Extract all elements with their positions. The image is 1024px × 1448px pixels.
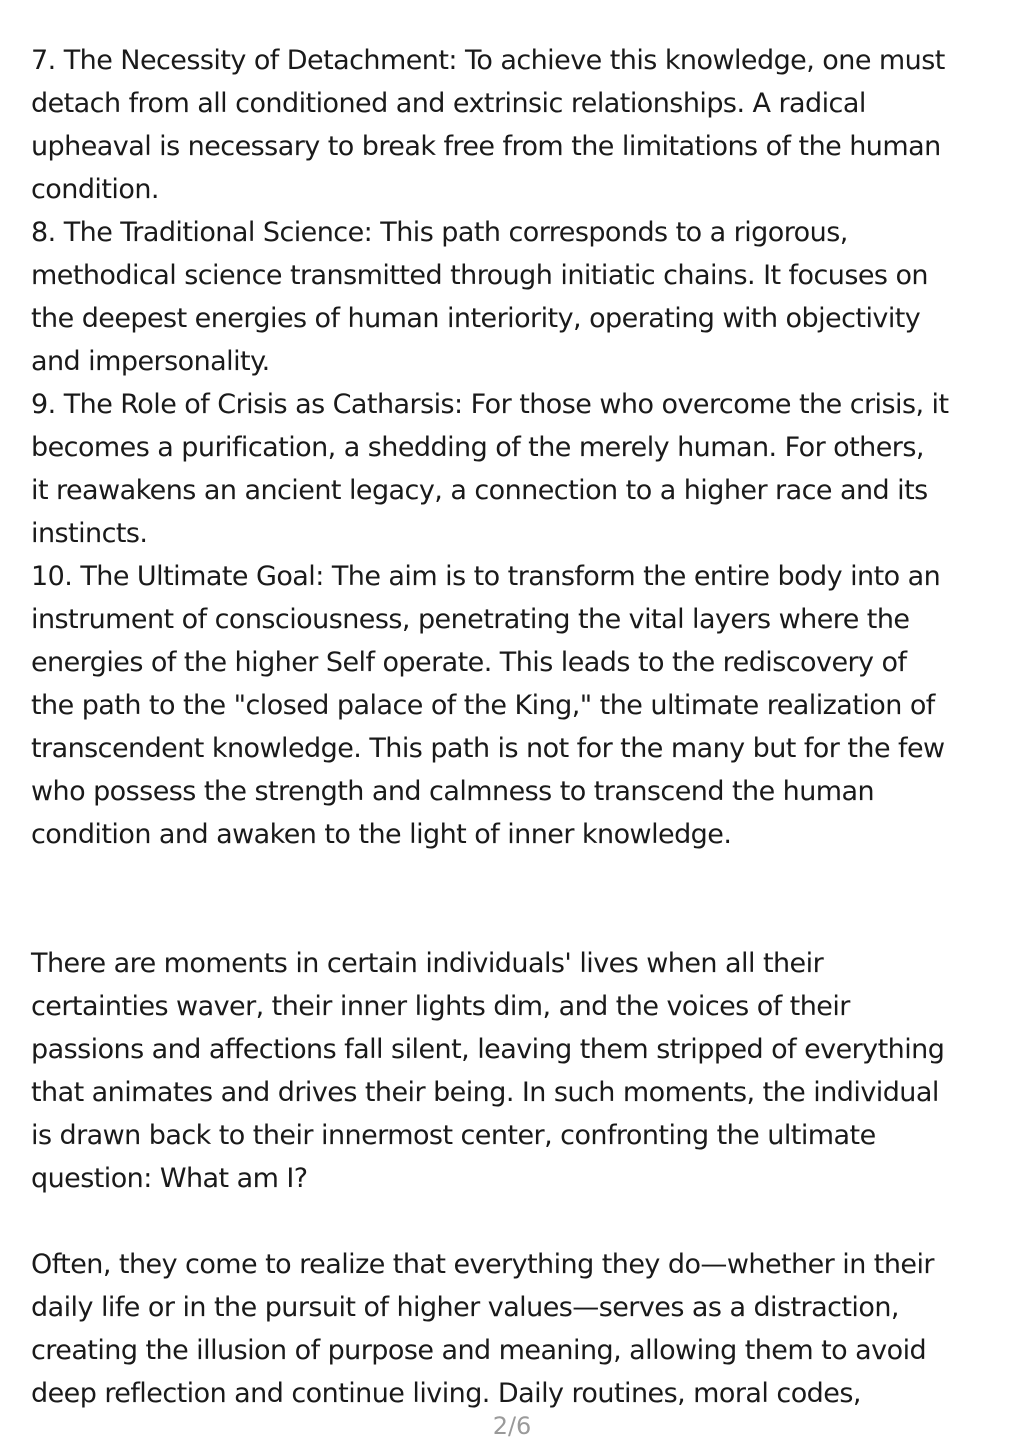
text-line: condition. — [31, 174, 159, 205]
text-line: instincts. — [31, 518, 148, 549]
text-line: deep reflection and continue living. Daily routines, moral codes, — [31, 1378, 861, 1409]
paragraph — [31, 1243, 997, 1415]
text-line: 9. The Role of Crisis as Catharsis: For those who overcome the crisis, it — [31, 389, 949, 420]
text-line: upheaval is necessary to break free from the limitations of the human — [31, 131, 941, 162]
list-item-10 — [31, 555, 997, 856]
text-line: Often, they come to realize that everything they do—whether in their — [31, 1249, 934, 1280]
text-line: condition and awaken to the light of inner knowledge. — [31, 819, 732, 850]
list-item-7 — [31, 39, 997, 211]
text-line: transcendent knowledge. This path is not for the many but for the few — [31, 733, 945, 764]
text-line: methodical science transmitted through initiatic chains. It focuses on — [31, 260, 928, 291]
document-page — [31, 39, 997, 1415]
text-line: becomes a purification, a shedding of the merely human. For others, — [31, 432, 924, 463]
text-line: daily life or in the pursuit of higher values—serves as a distraction, — [31, 1292, 899, 1323]
text-line: certainties waver, their inner lights dim, and the voices of their — [31, 991, 850, 1022]
list-item-8 — [31, 211, 997, 383]
section-spacer — [31, 856, 997, 942]
text-line: creating the illusion of purpose and meaning, allowing them to avoid — [31, 1335, 927, 1366]
text-line: the deepest energies of human interiority, operating with objectivity — [31, 303, 921, 334]
text-line: detach from all conditioned and extrinsic relationships. A radical — [31, 88, 866, 119]
text-line: 8. The Traditional Science: This path corresponds to a rigorous, — [31, 217, 848, 248]
page-indicator: 2/6 — [492, 1412, 532, 1440]
text-line: instrument of consciousness, penetrating the vital layers where the — [31, 604, 910, 635]
text-line: it reawakens an ancient legacy, a connection to a higher race and its — [31, 475, 928, 506]
paragraph — [31, 942, 997, 1200]
text-line: and impersonality. — [31, 346, 270, 377]
text-line: 7. The Necessity of Detachment: To achieve this knowledge, one must — [31, 45, 945, 76]
list-item-9 — [31, 383, 997, 555]
text-line: There are moments in certain individuals' lives when all their — [31, 948, 824, 979]
text-line: energies of the higher Self operate. This leads to the rediscovery of — [31, 647, 907, 678]
text-line: passions and affections fall silent, leaving them stripped of everything — [31, 1034, 945, 1065]
text-line: question: What am I? — [31, 1163, 308, 1194]
text-line: is drawn back to their innermost center, confronting the ultimate — [31, 1120, 876, 1151]
text-line: 10. The Ultimate Goal: The aim is to transform the entire body into an — [31, 561, 941, 592]
paragraph-spacer — [31, 1200, 997, 1243]
text-line: the path to the "closed palace of the King," the ultimate realization of — [31, 690, 935, 721]
text-line: that animates and drives their being. In such moments, the individual — [31, 1077, 939, 1108]
text-line: who possess the strength and calmness to transcend the human — [31, 776, 875, 807]
